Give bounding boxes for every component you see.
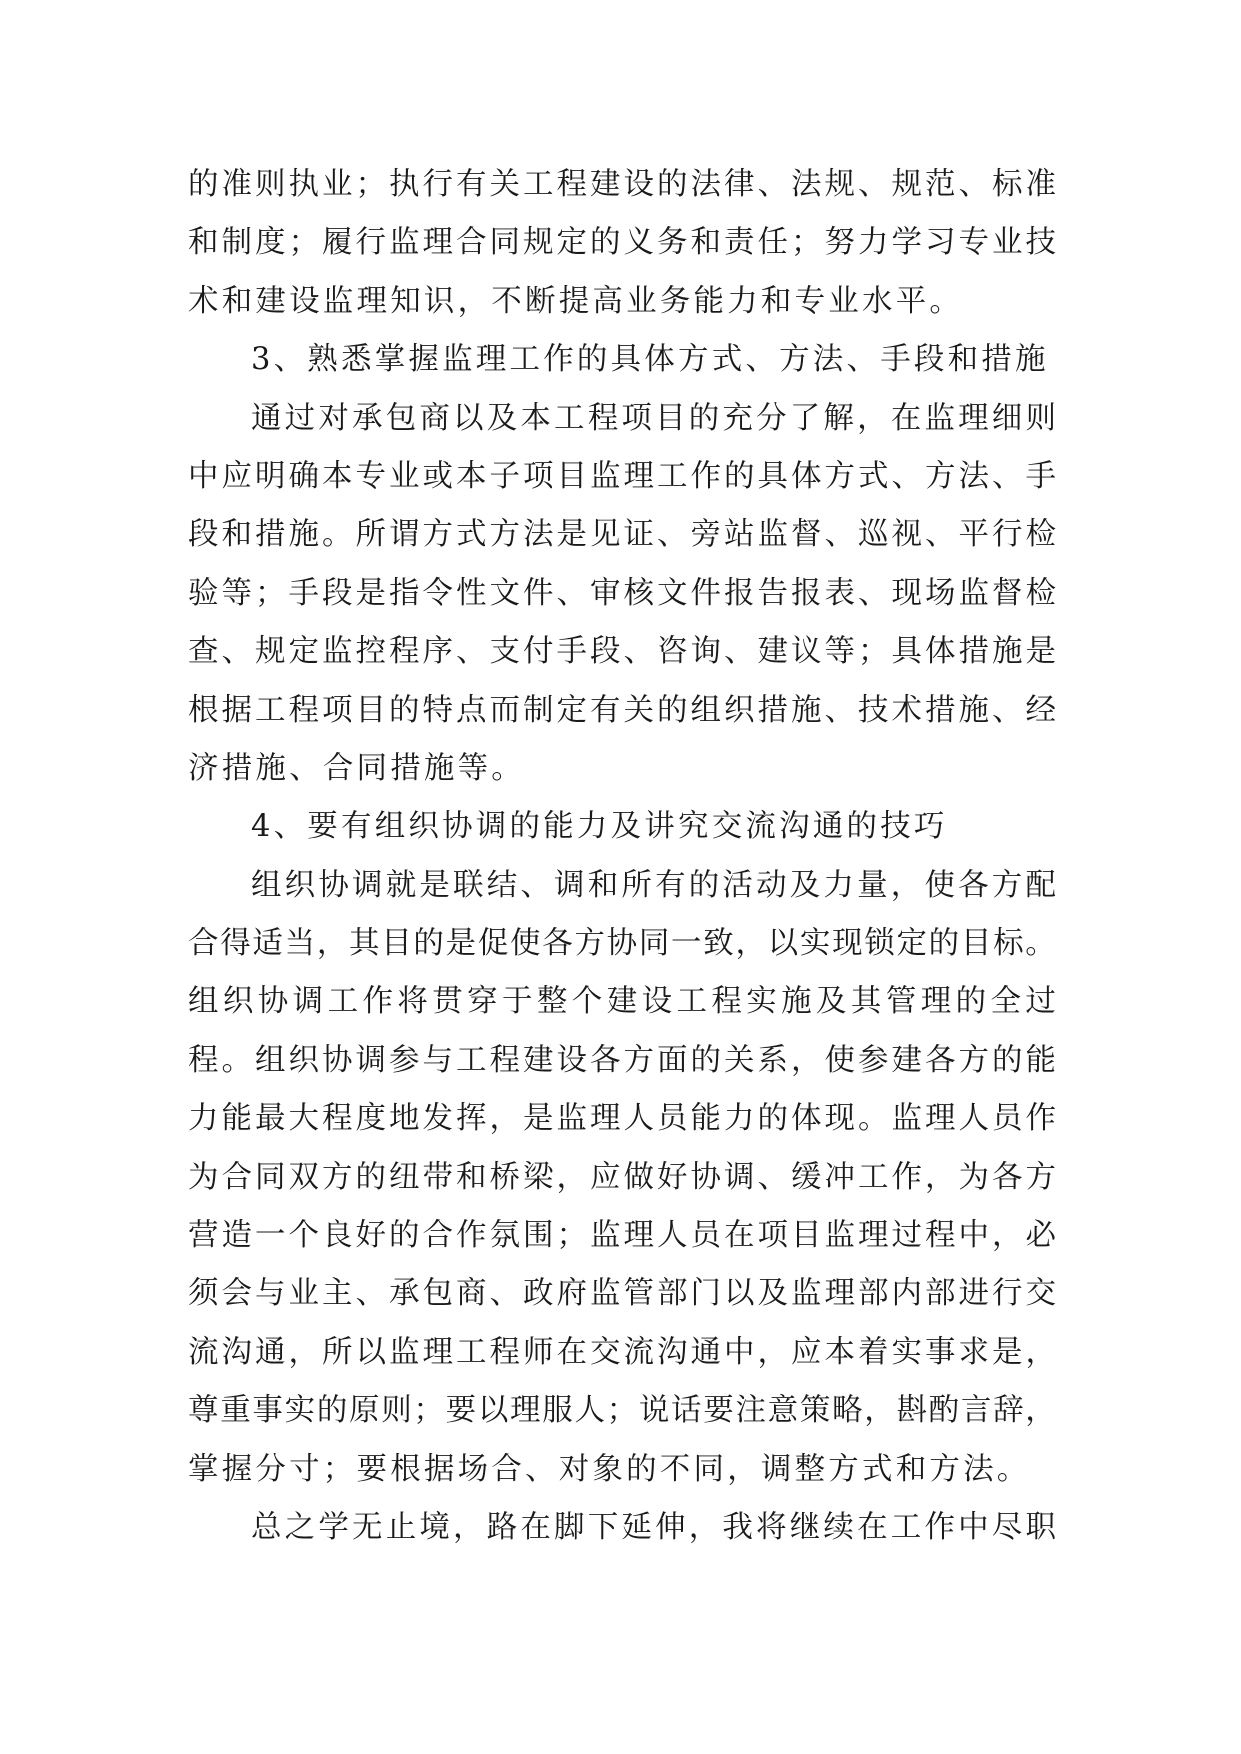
text-line: 组 织 协 调 就 是 联 结 、 调 和 所 有 的 活 动 及 力 量 ， 使 各 方 配 (251, 867, 1056, 903)
text-line: 总 之 学 无 止 境 ， 路 在 脚 下 延 伸 ， 我 将 继 续 在 工 作 中 尽 职 (251, 1509, 1056, 1545)
text-line: 掌握分寸；要根据场合、对象的不同，调整方式和方法。 (188, 1451, 1031, 1487)
text-line: 组 织 协 调 工 作 将 贯 穿 于 整 个 建 设 工 程 实 施 及 其 管 理 的 全 过 (188, 984, 1056, 1020)
text-line: 通 过 对 承 包 商 以 及 本 工 程 项 目 的 充 分 了 解 ， 在 监 理 细 则 (251, 400, 1056, 436)
text-line: 验 等 ； 手 段 是 指 令 性 文 件 、 审 核 文 件 报 告 报 表 、 现 场 监 督 检 (188, 575, 1056, 611)
text-line: 术和建设监理知识，不断提高业务能力和专业水平。 (188, 283, 964, 319)
text-line: 营 造 一 个 良 好 的 合 作 氛 围 ； 监 理 人 员 在 项 目 监 理 过 程 中 ， 必 (188, 1218, 1056, 1254)
text-line: 中 应 明 确 本 专 业 或 本 子 项 目 监 理 工 作 的 具 体 方 式 、 方 法 、 手 (188, 458, 1056, 494)
text-line: 为 合 同 双 方 的 纽 带 和 桥 梁 ， 应 做 好 协 调 、 缓 冲 工 作 ， 为 各 方 (188, 1159, 1056, 1195)
text-line: 段 和 措 施 。 所 谓 方 式 方 法 是 见 证 、 旁 站 监 督 、 巡 视 、 平 行 检 (188, 517, 1056, 553)
body-text (188, 156, 1056, 1557)
text-line: 合 得 适 当 ， 其 目 的 是 促 使 各 方 协 同 一 致 ， 以 实 现 锁 定 的 目 标 。 (188, 926, 1056, 962)
text-line: 4、要有组织协调的能力及讲究交流沟通的技巧 (251, 809, 948, 845)
text-line: 济措施、合同措施等。 (188, 750, 525, 786)
text-line: 3、熟悉掌握监理工作的具体方式、方法、手段和措施 (251, 342, 1049, 378)
text-line: 须 会 与 业 主 、 承 包 商 、 政 府 监 管 部 门 以 及 监 理 部 内 部 进 行 交 (188, 1276, 1056, 1312)
text-line: 根 据 工 程 项 目 的 特 点 而 制 定 有 关 的 组 织 措 施 、 技 术 措 施 、 经 (188, 692, 1056, 728)
text-line: 和 制 度 ； 履 行 监 理 合 同 规 定 的 义 务 和 责 任 ； 努 力 学 习 专 业 技 (188, 225, 1056, 261)
text-line: 查 、 规 定 监 控 程 序 、 支 付 手 段 、 咨 询 、 建 议 等 ； 具 体 措 施 是 (188, 634, 1056, 670)
text-line: 程 。 组 织 协 调 参 与 工 程 建 设 各 方 面 的 关 系 ， 使 参 建 各 方 的 能 (188, 1042, 1056, 1078)
text-line: 力 能 最 大 程 度 地 发 挥 ， 是 监 理 人 员 能 力 的 体 现 。 监 理 人 员 作 (188, 1101, 1056, 1137)
text-line: 尊 重 事 实 的 原 则 ； 要 以 理 服 人 ； 说 话 要 注 意 策 略 ， 斟 酌 言 辞 ， (188, 1393, 1056, 1429)
text-line: 流 沟 通 ， 所 以 监 理 工 程 师 在 交 流 沟 通 中 ， 应 本 着 实 事 求 是 ， (188, 1334, 1056, 1370)
text-line: 的 准 则 执 业 ； 执 行 有 关 工 程 建 设 的 法 律 、 法 规 、 规 范 、 标 准 (188, 167, 1056, 202)
